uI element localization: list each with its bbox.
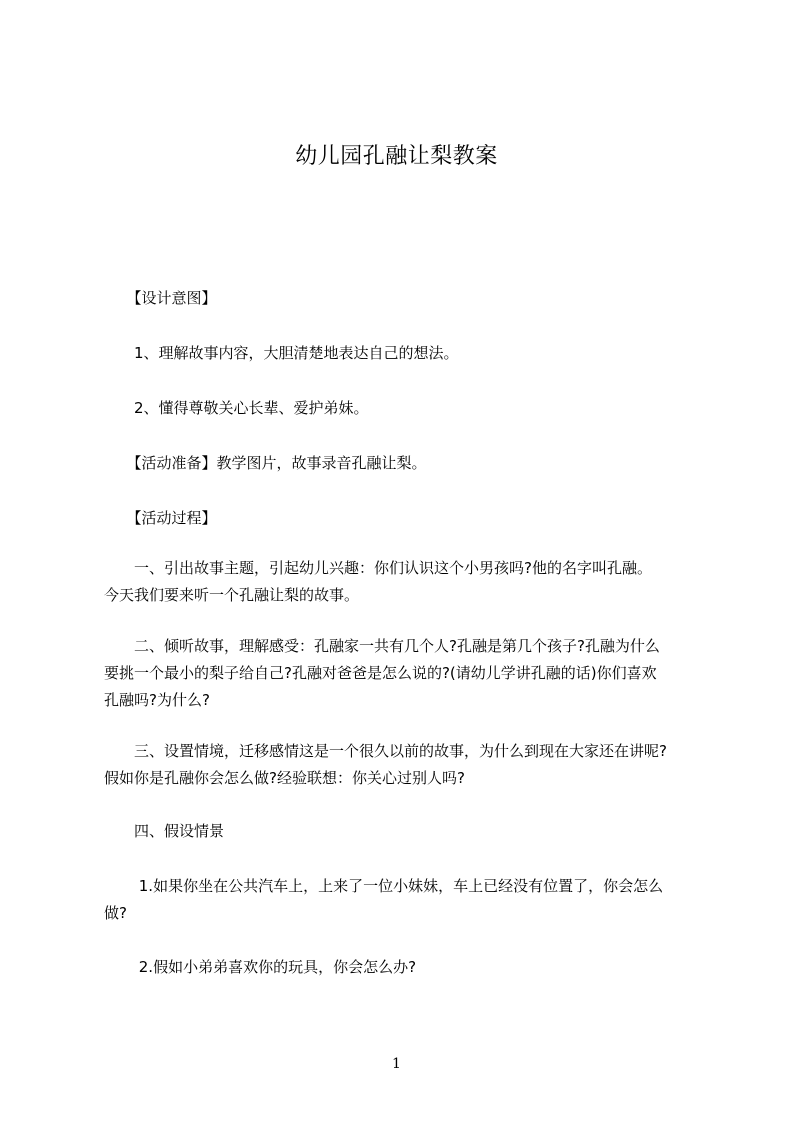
paragraph-scenario-2: [104, 954, 704, 981]
paragraph-scenario-1: [104, 873, 704, 927]
text-line: 今天我们要来听一个孔融让梨的故事。: [104, 586, 360, 604]
text-line: 孔融吗?为什么?: [104, 691, 210, 709]
paragraph-goal-1: [104, 340, 704, 367]
text-line: 做?: [104, 904, 127, 922]
text-line: 假如你是孔融你会怎么做?经验联想：你关心过别人吗?: [104, 769, 465, 787]
text-line: 要挑一个最小的梨子给自己?孔融对爸爸是怎么说的?(请幼儿学讲孔融的话)你们喜欢: [104, 664, 657, 682]
text-line: 2、懂得尊敬关心长辈、爱护弟妹。: [104, 399, 369, 417]
paragraph-step-2: [104, 633, 704, 714]
text-line: 【设计意图】: [104, 289, 217, 307]
text-line: 一、引出故事主题，引起幼儿兴趣：你们认识这个小男孩吗?他的名字叫孔融。: [104, 559, 652, 577]
page-title: 幼儿园孔融让梨教案: [295, 144, 498, 169]
text-line: 【活动准备】教学图片，故事录音孔融让梨。: [104, 454, 427, 472]
paragraph-design-intent: [104, 285, 704, 312]
paragraph-goal-2: [104, 395, 704, 422]
paragraph-process-heading: [104, 505, 704, 532]
text-line: 1、理解故事内容，大胆清楚地表达自己的想法。: [104, 344, 459, 362]
text-line: 四、假设情景: [104, 822, 225, 840]
paragraph-step-1: [104, 555, 704, 609]
text-line: 二、倾听故事，理解感受：孔融家一共有几个人?孔融是第几个孩子?孔融为什么: [104, 637, 660, 655]
paragraph-step-4: [104, 818, 704, 845]
text-line: 2.假如小弟弟喜欢你的玩具，你会怎么办?: [104, 958, 417, 976]
paragraph-step-3: [104, 738, 704, 792]
text-line: 1.如果你坐在公共汽车上，上来了一位小妹妹，车上已经没有位置了，你会怎么: [104, 877, 664, 895]
paragraph-preparation: [104, 450, 704, 477]
page-number: 1: [392, 1056, 401, 1072]
text-line: 三、设置情境，迁移感情这是一个很久以前的故事，为什么到现在大家还在讲呢?: [104, 742, 667, 760]
text-line: 【活动过程】: [104, 509, 217, 527]
